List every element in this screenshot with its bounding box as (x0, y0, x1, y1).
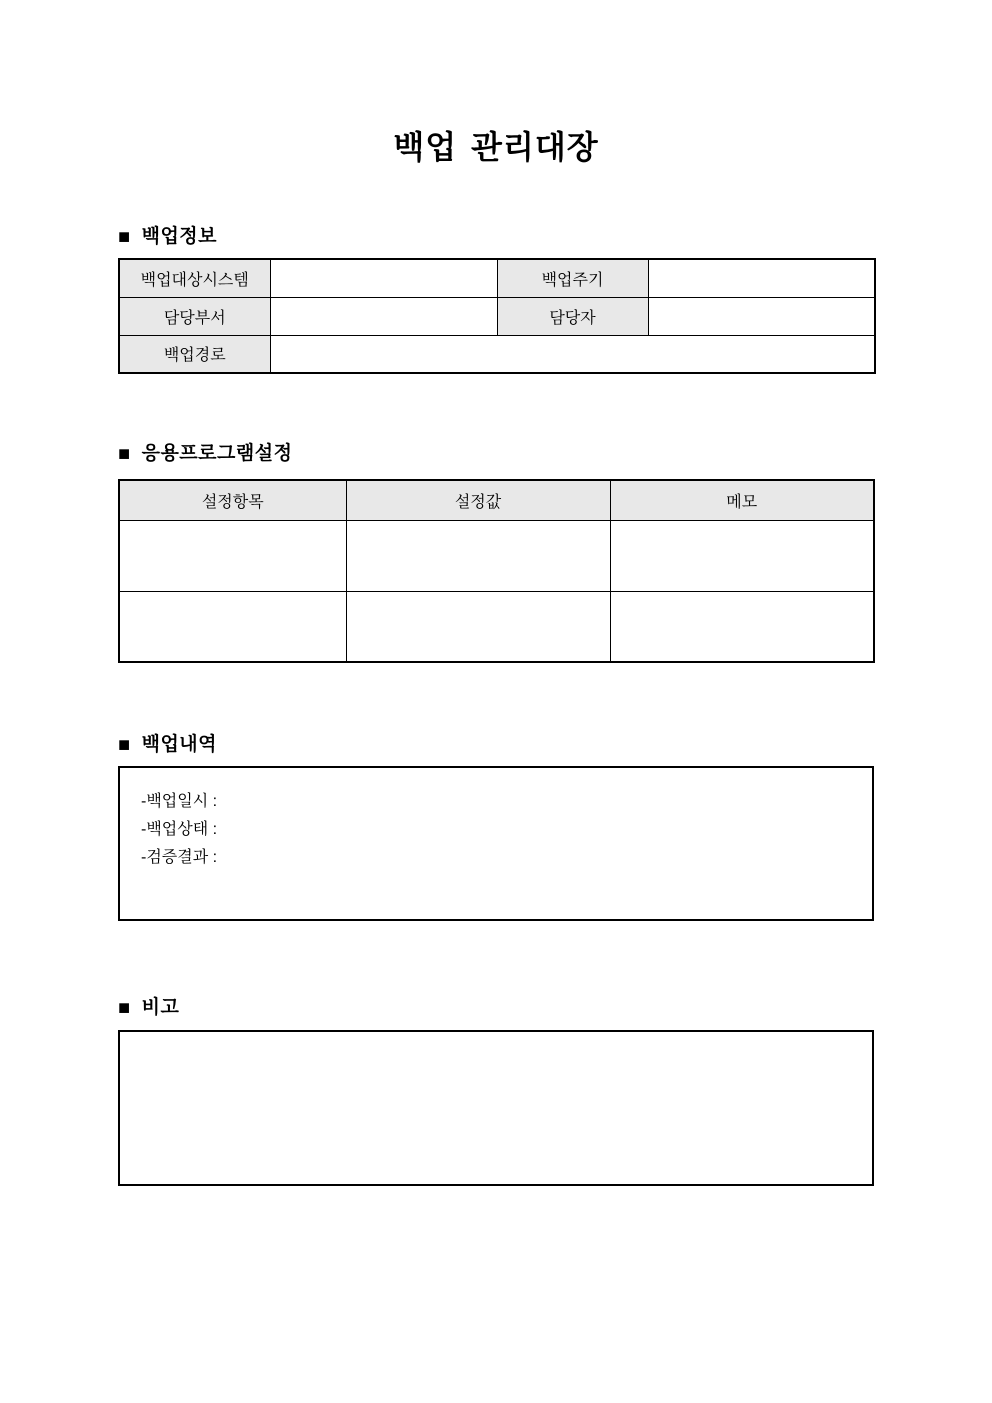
history-line-backup-datetime: -백업일시 : (141, 793, 218, 810)
table-row (119, 520, 874, 591)
section-heading-remarks: 비고 (141, 997, 180, 1018)
table-row (119, 591, 874, 662)
settings-cell[interactable] (119, 591, 346, 662)
field-backup-path[interactable] (270, 335, 875, 373)
label-department: 담당부서 (119, 297, 270, 335)
column-header-setting-item: 설정항목 (119, 480, 346, 520)
settings-cell[interactable] (346, 591, 610, 662)
history-line-backup-status: -백업상태 : (141, 821, 218, 838)
field-manager[interactable] (648, 297, 875, 335)
page-title: 백업 관리대장 (393, 129, 599, 165)
backup-info-table (118, 258, 876, 374)
field-department[interactable] (270, 297, 497, 335)
table-row (119, 335, 875, 373)
section-header-remarks (118, 996, 874, 1020)
field-target-system[interactable] (270, 259, 497, 297)
history-line-verification-result: -검증결과 : (141, 849, 218, 866)
square-bullet-icon: ■ (118, 733, 131, 756)
section-header-backup-info (118, 225, 874, 249)
backup-history-box[interactable] (118, 766, 874, 921)
table-row (119, 259, 875, 297)
square-bullet-icon: ■ (118, 996, 131, 1019)
settings-cell[interactable] (346, 520, 610, 591)
section-header-app-settings (118, 442, 874, 466)
label-backup-cycle: 백업주기 (497, 259, 648, 297)
section-header-backup-history (118, 733, 874, 757)
table-row (119, 297, 875, 335)
document-content (118, 225, 874, 1186)
section-heading-app-settings: 응용프로그램설정 (141, 443, 293, 464)
app-settings-table (118, 479, 875, 663)
settings-cell[interactable] (119, 520, 346, 591)
settings-cell[interactable] (610, 591, 874, 662)
column-header-setting-value: 설정값 (346, 480, 610, 520)
label-target-system: 백업대상시스템 (119, 259, 270, 297)
remarks-box[interactable] (118, 1030, 874, 1186)
settings-cell[interactable] (610, 520, 874, 591)
label-backup-path: 백업경로 (119, 335, 270, 373)
square-bullet-icon: ■ (118, 442, 131, 465)
section-heading-backup-history: 백업내역 (141, 734, 218, 755)
section-heading-backup-info: 백업정보 (141, 226, 218, 247)
label-manager: 담당자 (497, 297, 648, 335)
square-bullet-icon: ■ (118, 225, 131, 248)
table-header-row (119, 480, 874, 520)
column-header-memo: 메모 (610, 480, 874, 520)
field-backup-cycle[interactable] (648, 259, 875, 297)
